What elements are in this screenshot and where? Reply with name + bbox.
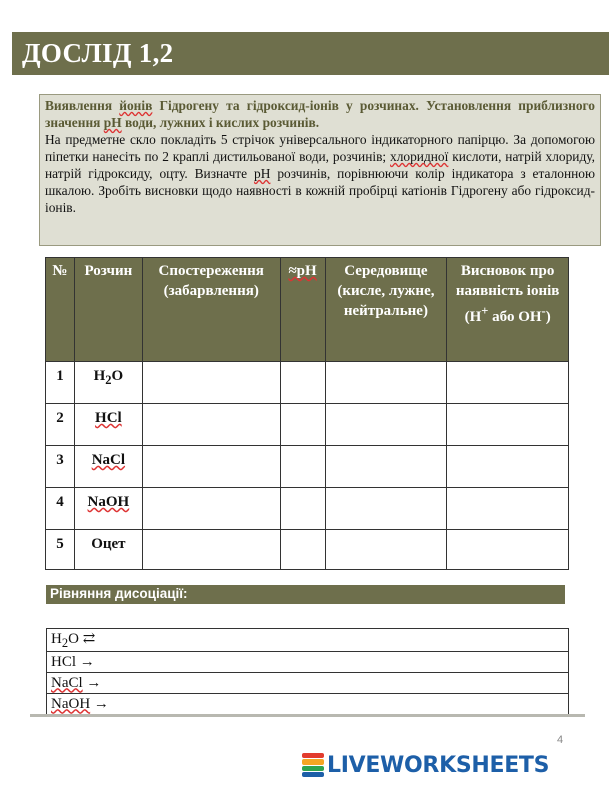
conclusion-ion: (H xyxy=(464,309,482,325)
equation-cell[interactable] xyxy=(47,694,569,715)
medium-cell[interactable] xyxy=(325,446,447,488)
table-row xyxy=(46,404,569,446)
equation-cell[interactable] xyxy=(47,629,569,652)
header-ph-text: ≈pH xyxy=(288,263,317,279)
body-text: кислоти, натрій хлориду, натрій гідроксиду, оцту. Визначте xyxy=(45,149,595,181)
heading-text: Гідрогену та гідроксид-іонів у розчинах. Установлення приблизного значення xyxy=(45,98,595,130)
instructions-heading xyxy=(45,97,595,131)
reversible-arrow-icon: ⇄ xyxy=(78,631,96,647)
observation-cell[interactable] xyxy=(142,446,280,488)
body-text: хлоридної xyxy=(390,149,449,164)
heading-text: Виявлення xyxy=(45,98,120,113)
equation-cell[interactable] xyxy=(47,652,569,673)
observation-cell[interactable] xyxy=(142,404,280,446)
equation-sub: 2 xyxy=(61,636,69,650)
medium-cell[interactable] xyxy=(325,488,447,530)
heading-text: йонів xyxy=(119,98,153,113)
equation-text: HCl xyxy=(51,653,77,670)
equation-text: O xyxy=(68,631,79,647)
arrow-icon: → xyxy=(82,674,102,691)
equation-cell[interactable] xyxy=(47,673,569,694)
header-ph xyxy=(280,258,325,362)
conclusion-main: Висновок про наявність іонів xyxy=(455,263,560,299)
row-solution xyxy=(74,362,142,404)
observation-cell[interactable] xyxy=(142,530,280,570)
table-row xyxy=(46,362,569,404)
row-num: 1 xyxy=(46,362,75,404)
header-medium: Середовище (кисле, лужне, нейтральне) xyxy=(325,258,447,362)
ph-cell[interactable] xyxy=(280,446,325,488)
header-conclusion xyxy=(447,258,569,362)
equation-text: NaCl xyxy=(51,674,83,691)
equation-text: NaOH xyxy=(51,695,91,712)
row-num: 2 xyxy=(46,404,75,446)
logo-mark-icon xyxy=(302,753,324,777)
equation-row[interactable] xyxy=(47,629,569,652)
medium-cell[interactable] xyxy=(325,404,447,446)
liveworksheets-logo xyxy=(302,752,549,778)
row-solution xyxy=(74,488,142,530)
arrow-icon: → xyxy=(76,653,95,670)
header-num: № xyxy=(46,258,75,362)
row-num: 5 xyxy=(46,530,75,570)
logo-block xyxy=(302,759,324,764)
heading-text: води, лужних і кислих розчинів. xyxy=(121,115,320,130)
instructions-box xyxy=(39,94,601,246)
conclusion-cell[interactable] xyxy=(447,446,569,488)
table-row xyxy=(46,446,569,488)
solution-text: H xyxy=(93,368,106,384)
ph-cell[interactable] xyxy=(280,530,325,570)
solution-text: NaOH xyxy=(87,494,130,510)
row-num: 4 xyxy=(46,488,75,530)
divider xyxy=(30,714,585,717)
instructions-body xyxy=(45,131,595,216)
solution-text: NaCl xyxy=(91,452,126,468)
body-text: розчинів, порівнюючи колір індикатора з еталонною шкалою. Зробіть висновки щодо наявності в кожній пробірці катіонів Гідрогену або гідроксид-іонів. xyxy=(45,166,595,215)
conclusion-cell[interactable] xyxy=(447,404,569,446)
observation-cell[interactable] xyxy=(142,488,280,530)
page-title: ДОСЛІД 1,2 xyxy=(22,38,174,68)
equation-row[interactable] xyxy=(47,652,569,673)
conclusion-ion: або OH xyxy=(488,309,542,325)
logo-block xyxy=(302,772,324,777)
body-text: pH xyxy=(254,166,271,181)
equation-row[interactable] xyxy=(47,673,569,694)
ph-cell[interactable] xyxy=(280,362,325,404)
table-row xyxy=(46,488,569,530)
row-num: 3 xyxy=(46,446,75,488)
solution-sub: 2 xyxy=(105,373,112,387)
dissociation-equations xyxy=(46,628,569,715)
logo-block xyxy=(302,766,324,771)
row-solution xyxy=(74,446,142,488)
equation-row[interactable] xyxy=(47,694,569,715)
observation-cell[interactable] xyxy=(142,362,280,404)
ph-cell[interactable] xyxy=(280,488,325,530)
solution-text: Оцет xyxy=(91,536,126,552)
dissociation-label: Рівняння дисоціації: xyxy=(46,585,565,604)
equation-text: H xyxy=(51,631,62,647)
row-solution xyxy=(74,404,142,446)
conclusion-ion: - xyxy=(541,304,546,318)
ph-cell[interactable] xyxy=(280,404,325,446)
arrow-icon: → xyxy=(90,695,109,712)
conclusion-ion: ) xyxy=(545,309,551,325)
row-solution xyxy=(74,530,142,570)
heading-text: pH xyxy=(103,115,122,130)
conclusion-cell[interactable] xyxy=(447,530,569,570)
header-solution: Розчин xyxy=(74,258,142,362)
table-header-row xyxy=(46,258,569,362)
conclusion-cell[interactable] xyxy=(447,488,569,530)
title-bar xyxy=(12,32,609,75)
medium-cell[interactable] xyxy=(325,530,447,570)
conclusion-ion: + xyxy=(481,304,489,318)
solution-text: O xyxy=(111,368,124,384)
logo-text: LIVEWORKSHEETS xyxy=(327,752,550,778)
conclusion-cell[interactable] xyxy=(447,362,569,404)
body-text: На предметне скло покладіть 5 стрічок універсального індикаторного папірцю. За допомогою піпетки нанесіть по 2 краплі дистильованої води, розчинів; xyxy=(45,132,595,164)
observations-table xyxy=(45,257,569,570)
page-number: 4 xyxy=(557,734,564,746)
table-row xyxy=(46,530,569,570)
medium-cell[interactable] xyxy=(325,362,447,404)
logo-block xyxy=(302,753,324,758)
header-observation: Спостереження (забарвлення) xyxy=(142,258,280,362)
solution-text: HCl xyxy=(95,410,122,426)
